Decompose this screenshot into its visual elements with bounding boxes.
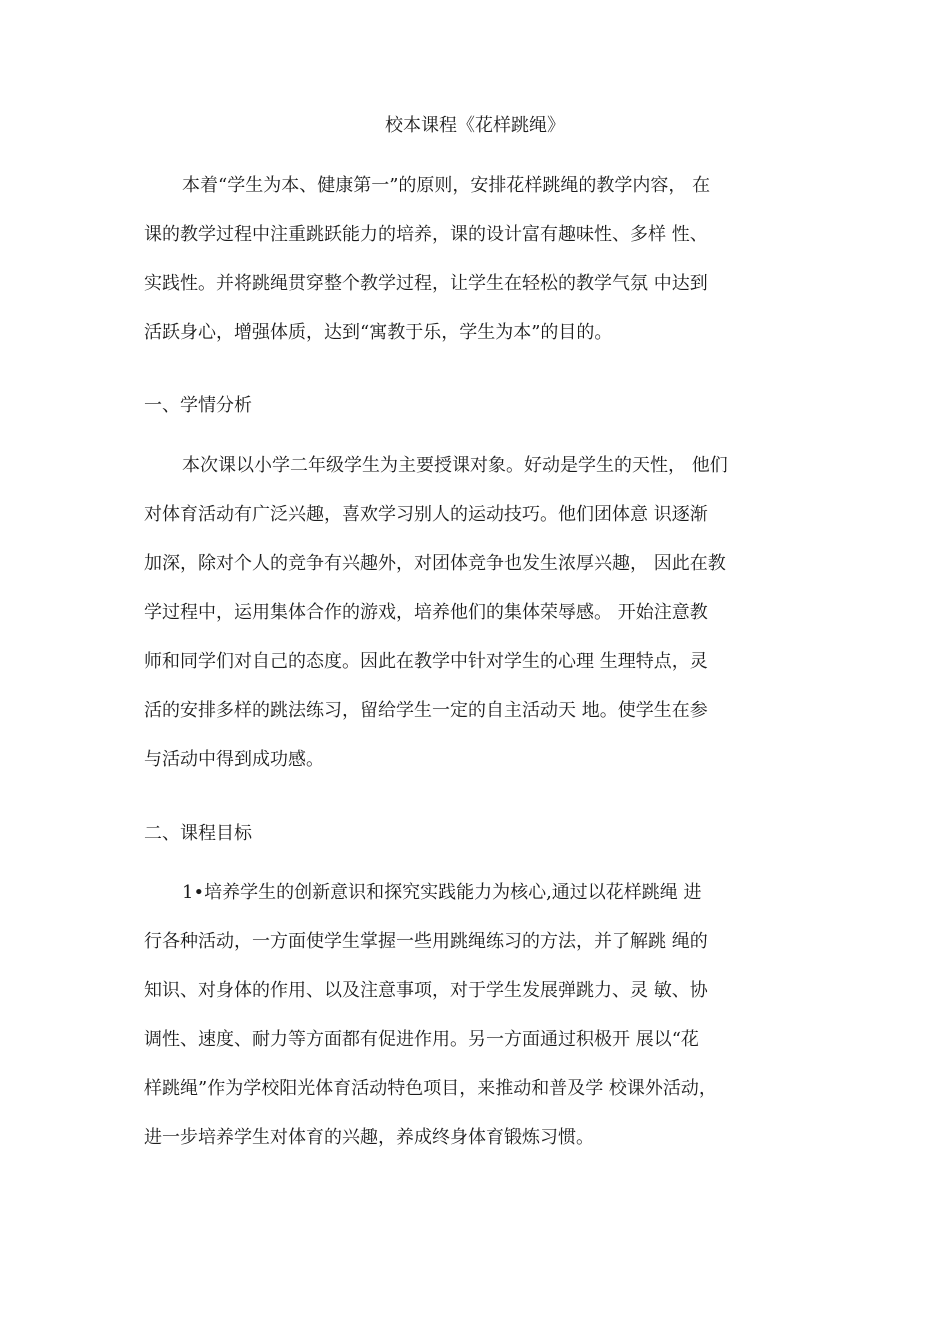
intro-paragraph xyxy=(144,161,824,357)
section-heading-analysis: 一、学情分析 xyxy=(144,395,252,416)
paragraph-line: 进一步培养学生对体育的兴趣，养成终身体育锻炼习惯。 xyxy=(144,1127,594,1148)
paragraph-line: 调性、速度、耐力等方面都有促进作用。另一方面通过积极开 展以“花 xyxy=(144,1029,699,1050)
paragraph-line: 活跃身心，增强体质，达到“寓教于乐，学生为本”的目的。 xyxy=(144,322,613,343)
paragraph-line: 对体育活动有广泛兴趣，喜欢学习别人的运动技巧。他们团体意 识逐渐 xyxy=(144,504,708,525)
paragraph-line: 学过程中，运用集体合作的游戏，培养他们的集体荣辱感。 开始注意教 xyxy=(144,602,708,623)
paragraph-line: 知识、对身体的作用、以及注意事项，对于学生发展弹跳力、灵 敏、协 xyxy=(144,980,708,1001)
goals-paragraph xyxy=(144,868,824,1162)
paragraph-line: 师和同学们对自己的态度。因此在教学中针对学生的心理 生理特点，灵 xyxy=(144,651,708,672)
paragraph-line: 实践性。并将跳绳贯穿整个教学过程，让学生在轻松的教学气氛 中达到 xyxy=(144,273,708,294)
paragraph-line: 课的教学过程中注重跳跃能力的培养，课的设计富有趣味性、多样 性、 xyxy=(144,224,708,245)
document-title: 校本课程《花样跳绳》 xyxy=(385,115,565,136)
paragraph-line: 样跳绳”作为学校阳光体育活动特色项目，来推动和普及学 校课外活动， xyxy=(144,1078,717,1099)
paragraph-line: 本次课以小学二年级学生为主要授课对象。好动是学生的天性， 他们 xyxy=(182,455,728,476)
paragraph-line: 与活动中得到成功感。 xyxy=(144,749,324,770)
paragraph-line: 活的安排多样的跳法练习，留给学生一定的自主活动天 地。使学生在参 xyxy=(144,700,708,721)
paragraph-line: 加深，除对个人的竞争有兴趣外，对团体竞争也发生浓厚兴趣， 因此在教 xyxy=(144,553,726,574)
analysis-paragraph xyxy=(144,441,824,784)
section-heading-goals: 二、课程目标 xyxy=(144,823,252,844)
paragraph-line: 1•培养学生的创新意识和探究实践能力为核心,通过以花样跳绳 进 xyxy=(182,882,702,903)
paragraph-line: 本着“学生为本、健康第一”的原则，安排花样跳绳的教学内容， 在 xyxy=(182,175,711,196)
paragraph-line: 行各种活动，一方面使学生掌握一些用跳绳练习的方法，并了解跳 绳的 xyxy=(144,931,708,952)
